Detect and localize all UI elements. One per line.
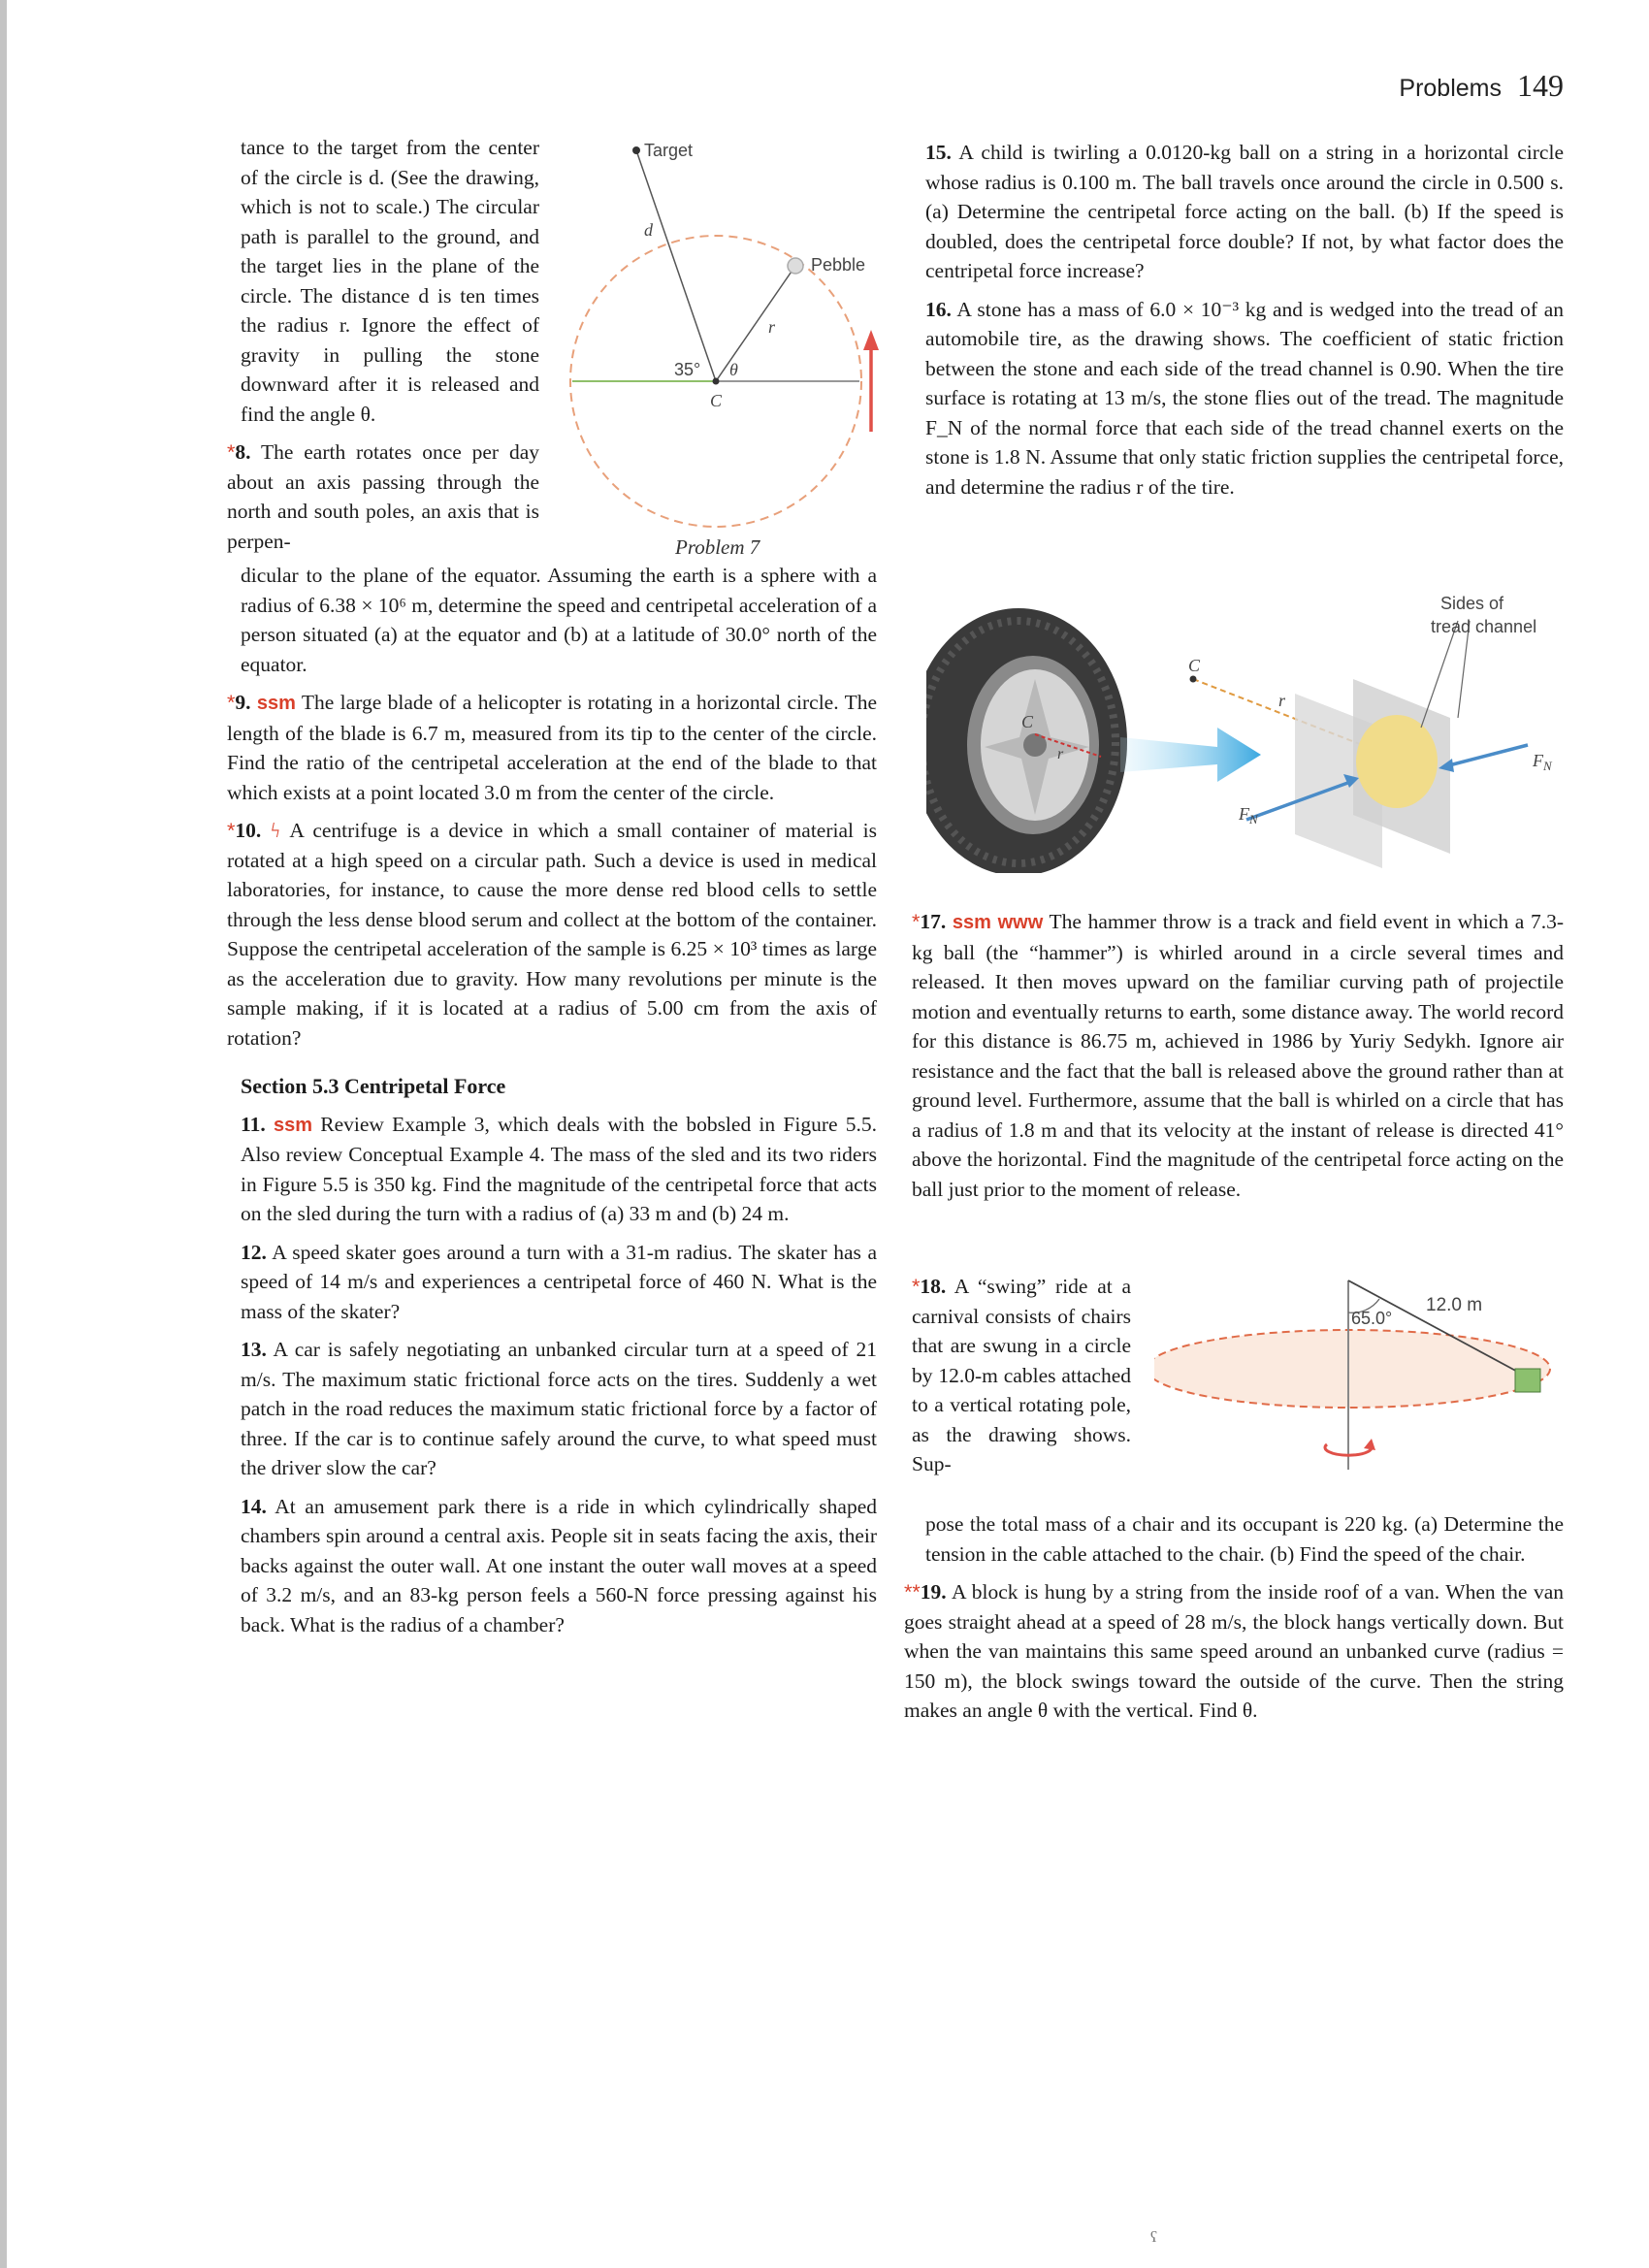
problem-17-text: The hammer throw is a track and field event in which a 7.3-kg ball (the “hammer”) is whirled around in a circle several times and released. It then moves upward on the familiar curving path of projectile motion and eventually returns to earth, some distance away. The world record for this distance is 86.75 m, achieved in 1986 by Yuriy Sedykh. Ignore air resistance and the fact that the ball is released above the ground rather than at ground level. Furthermore, assume that the ball is whirled on a circle that has a radius of 1.8 m and that its velocity at the instant of release is directed 41° above the horizontal. Find the magnitude of the centripetal force acting on the ball just prior to the moment of release.: [912, 910, 1565, 1201]
figure-7-caption: Problem 7: [675, 535, 760, 559]
r-label: r: [768, 317, 776, 337]
problem-15-text: A child is twirling a 0.0120-kg ball on a string in a horizontal circle whose radius is 0.100 m. The ball travels once around the circle in 0.500 s. (a) Determine the centripetal force acting on the ball. (b) If the speed is doubled, does the centripetal force double? If not, by what factor does the centripetal force increase?: [925, 141, 1564, 282]
biomedical-icon: ϟ: [270, 819, 280, 842]
center-label-c: C: [1188, 656, 1201, 675]
right-column-middle: [912, 907, 1565, 1213]
angle-label: 65.0°: [1351, 1309, 1393, 1328]
radius-line: [716, 266, 795, 381]
velocity-arrow: [1120, 728, 1261, 782]
double-star-marker: **: [904, 1580, 921, 1604]
section-title: Problems: [1399, 75, 1502, 102]
problem-18-wrapped: [912, 1272, 1131, 1488]
r-label: r: [1278, 691, 1286, 710]
problem-16-text: A stone has a mass of 6.0 × 10⁻³ kg and is wedged into the tread of an automobile tire, as the drawing shows. The coefficient of static friction between the stone and each side of the tread channel is 0.90. When the tire surface is rotating at 13 m/s, the stone flies out of the tread. The magnitude F_N of the normal force that each side of the tread channel exerts on the stone is 1.8 N. Assume that only static friction supplies the centripetal force, and determine the radius r of the tire.: [925, 297, 1564, 499]
chair: [1515, 1369, 1540, 1392]
star-marker: *: [912, 910, 921, 933]
ssm-tag: ssm: [952, 912, 991, 933]
problem-11-text: Review Example 3, which deals with the bobsled in Figure 5.5. Also review Conceptual Example 4. The mass of the sled and its two riders in Figure 5.5 is 350 kg. Find the magnitude of the centripetal force that acts on the sled during the turn with a radius of (a) 33 m and (b) 24 m.: [241, 1112, 878, 1225]
pebble: [788, 258, 803, 274]
problem-19-text: A block is hung by a string from the inside roof of a van. When the van goes straight ahead at a speed of 28 m/s, the block hangs vertically down. But when the van maintains this same speed around an unbanked curve (radius = 150 m), the block swings toward the outside of the curve. Then the string makes an angle θ with the vertical. Find θ.: [904, 1580, 1564, 1722]
sides-label-2: tread channel: [1431, 617, 1537, 636]
target-label: Target: [644, 141, 694, 160]
figure-swing-ride: [1154, 1266, 1571, 1479]
problem-number: 8.: [235, 440, 251, 464]
hub-label-c: C: [1021, 712, 1034, 731]
problem-number: 12.: [241, 1240, 267, 1264]
problem-number: 14.: [241, 1494, 267, 1518]
problem-number: 9.: [235, 691, 251, 714]
problem-number: 13.: [241, 1338, 267, 1361]
problem-13-text: A car is safely negotiating an unbanked circular turn at a speed of 21 m/s. The maximum static frictional force acts on the tires. Suddenly a wet patch in the road reduces the maximum static frictional force by a factor of three. If the car is to continue safely around the curve, to what speed must the driver slow the car?: [241, 1338, 877, 1479]
rotation-arrowhead: [1364, 1439, 1375, 1450]
fn-label-right: $F_N$: [1533, 751, 1552, 773]
problem-number: 18.: [920, 1275, 947, 1298]
problem-number: 11.: [241, 1112, 266, 1136]
scan-mark: ʕ: [1150, 2229, 1158, 2246]
fn-label-left: $F_N$: [1239, 804, 1258, 826]
d-label: d: [644, 220, 653, 240]
problem-number: 16.: [925, 297, 952, 321]
star-marker: *: [227, 819, 236, 842]
figure-problem-7: [563, 131, 892, 558]
center-label: C: [710, 391, 723, 410]
star-marker: *: [227, 691, 236, 714]
center-dot: [713, 378, 720, 385]
problem-10-text: A centrifuge is a device in which a small container of material is rotated at a high speed on a circular path. Such a device is used in medical laboratories, for instance, to cause the more dense red blood cells to settle through the less dense blood serum and collect at the bottom of the container. Suppose the centripetal acceleration of the sample is 6.25 × 10³ times as large as the acceleration due to gravity. How many revolutions per minute is the sample making, if it is located at a radius of 5.00 cm from the axis of rotation?: [227, 819, 878, 1050]
problem-number: 10.: [235, 819, 262, 842]
figure-tire-tread: [926, 582, 1567, 873]
theta-label: θ: [729, 360, 738, 379]
problem-number: 15.: [925, 141, 952, 164]
leader-line: [1421, 621, 1458, 728]
angle-35-label: 35°: [674, 360, 701, 379]
section-heading: Section 5.3 Centripetal Force: [241, 1074, 506, 1098]
problem-8-continued: dicular to the plane of the equator. Assuming the earth is a sphere with a radius of 6.38 × 10⁶ m, determine the speed and centripetal acceleration of a person situated (a) at the equator and (b) at a latitude of 30.0° north of the equator.: [241, 564, 877, 676]
target-line: [636, 150, 716, 381]
page-header: [1399, 68, 1564, 104]
swing-circle: [1154, 1330, 1550, 1408]
problem-14-text: At an amusement park there is a ride in which cylindrically shaped chambers spin around a central axis. People sit in seats facing the axis, their backs against the outer wall. At one instant the outer wall moves at a speed of 3.2 m/s, and an 83-kg person feels a 560-N force pressing against his back. What is the radius of a chamber?: [241, 1494, 877, 1636]
right-column-bottom: [904, 1509, 1564, 1734]
problem-9-text: The large blade of a helicopter is rotating in a horizontal circle. The length of the blade is 6.7 m, measured from its tip to the center of the circle. Find the ratio of the centripetal acceleration at the end of the blade to that which exists at a point located 3.0 m from the center of the circle.: [227, 691, 877, 804]
pebble-label: Pebble: [811, 255, 866, 275]
right-column-top: [925, 138, 1564, 510]
problem-18-continued: pose the total mass of a chair and its occupant is 220 kg. (a) Determine the tension in the cable attached to the chair. (b) Find the speed of the chair.: [925, 1512, 1564, 1566]
normal-force-arrow-right: [1445, 745, 1528, 766]
problem-8-text: The earth rotates once per day about an axis passing through the north and south poles, an axis that is perpen-: [227, 440, 539, 553]
tire-r-label: r: [1057, 746, 1064, 762]
rotation-arrowhead: [863, 330, 879, 350]
problem-18-text: A “swing” ride at a carnival consists of chairs that are swung in a circle by 12.0-m cables attached to a vertical rotating pole, as the drawing shows. Sup-: [912, 1275, 1131, 1475]
problem-7-continued: [227, 133, 539, 565]
star-marker: *: [912, 1275, 921, 1298]
stone: [1356, 715, 1438, 808]
ssm-tag: ssm: [273, 1114, 312, 1136]
ssm-tag: ssm: [256, 693, 296, 714]
problem-number: 17.: [920, 910, 947, 933]
sides-label-1: Sides of: [1440, 594, 1504, 613]
scan-edge: [0, 0, 7, 2268]
www-tag: www: [997, 912, 1044, 933]
cable-length-label: 12.0 m: [1426, 1295, 1483, 1315]
center-dot: [1190, 676, 1197, 683]
problem-12-text: A speed skater goes around a turn with a 31-m radius. The skater has a speed of 14 m/s and experiences a centripetal force of 460 N. What is the mass of the skater?: [241, 1240, 877, 1323]
problem-7-text: tance to the target from the center of the circle is d. (See the drawing, which is not to scale.) The circular path is parallel to the ground, and the target lies in the plane of the circle. The distance d is ten times the radius r. Ignore the effect of gravity in pulling the stone downward after it is released and find the angle θ.: [241, 136, 539, 426]
left-column: [227, 561, 878, 1648]
page-number: 149: [1517, 68, 1564, 103]
star-marker: *: [227, 440, 236, 464]
problem-number: 19.: [920, 1580, 947, 1604]
target-dot: [632, 146, 640, 154]
